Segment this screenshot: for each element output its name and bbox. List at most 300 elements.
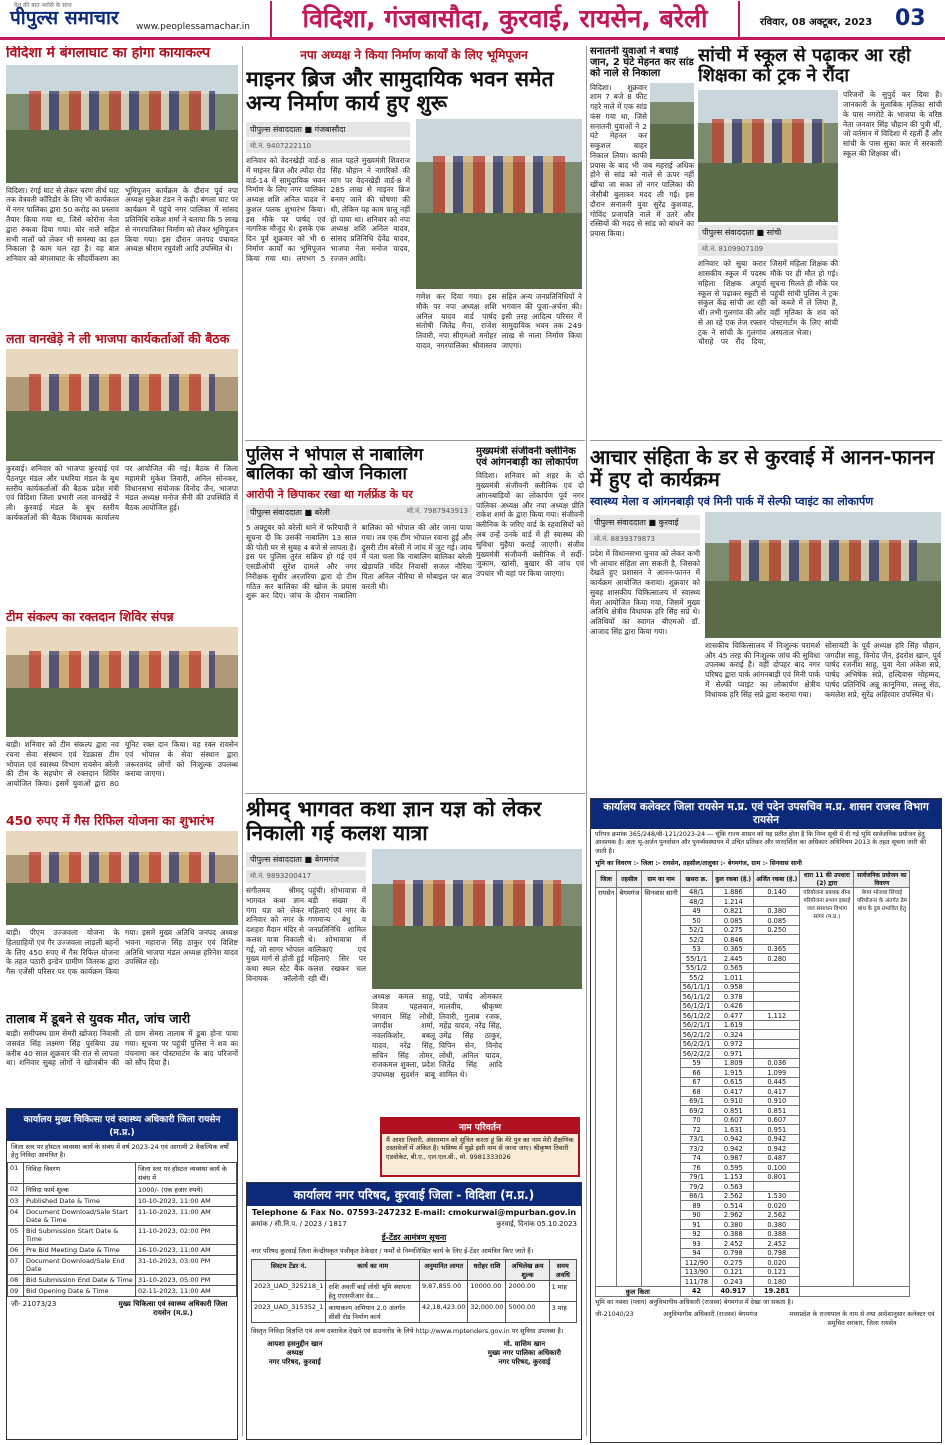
khasra-cell: 56/1/2/2 (680, 1011, 713, 1021)
total-area-cell: 0.910 (713, 1096, 754, 1106)
tender-row (8, 1183, 237, 1195)
acquired-area-cell: 0.801 (754, 1172, 800, 1182)
total-area-cell: 0.388 (713, 1229, 754, 1239)
story-photo (6, 349, 238, 461)
total-area-cell: 0.846 (713, 935, 754, 945)
total-area-cell: 0.275 (713, 925, 754, 935)
ad-note: विस्तृत निविदा विज्ञप्ति एवं अन्य दस्तावेज देखने एवं डाउनलोड के लिये http://www.mptenders.gov.in पर सुविधा उपलब्ध है। (251, 1327, 564, 1336)
ad-contact: Telephone & Fax No. 07593-247232 E-mail: cmokurwai@mpurban.gov.in (251, 1208, 577, 1217)
acquired-area-cell: 0.487 (754, 1153, 800, 1163)
total-label: कुल किता (596, 1286, 681, 1296)
story-headline: 450 रुपए में गैस रिफिल योजना का शुभारंभ (6, 814, 214, 828)
notice-body: मैं आशा तिवारी, अंसारमान को सूचित करता हूं कि मेरे पुत्र का नाम मेरी शैक्षणिक दस्तावेजों में अंकित है। भविष्य में मुझे इसी नाम से जाना जाए। श्रीकृष्ण तिवारी एडवोकेट, बी.ए., एल.एल.बी., मो. 9981333026 (386, 1136, 574, 1161)
column-header: कार्य का नाम (326, 1260, 419, 1281)
row-number: 04 (8, 1206, 24, 1225)
total-area-cell: 0.851 (713, 1106, 754, 1116)
story-headline: विदिशा में बंगलाघाट का होगा कायाकल्प (6, 46, 211, 61)
acquired-area-cell: 0.851 (754, 1106, 800, 1116)
table-cell: कायाकल्प अभियान 2.0 अंतर्गत सीसी रोड निर्माण कार्य (326, 1302, 419, 1323)
acquired-area-cell (754, 1020, 800, 1030)
story-body: बाड़ी। पीएम उज्जवला योजना के हितग्राहियों एवं गैर उज्जवला लाड़ली बहनों के लिए 450 रुपए में गैस रिफिल योजना के तहत पठारी इन्डेन ग्रामीण वितरक द्वारा गैस एजेंसी परिसर पर एक कार्यक्रम किया गया। इसमें मुख्य अतिथि जनपद अध्यक्ष भवना महाराज सिंह ठाकुर एवं विशिष्ट अतिथि भाजपा मंडल अध्यक्ष हरिनेश यादव उपस्थित रहे। (6, 928, 238, 977)
ad-signatory: मुख्य चिकित्सा एवं स्वास्थ्य अधिकारी जिला रायसेन (म.प्र.) (118, 1299, 228, 1317)
khasra-cell: 76 (680, 1163, 713, 1173)
total-area-cell: 0.426 (713, 1001, 754, 1011)
tender-row (8, 1162, 237, 1183)
khasra-cell: 73/1 (680, 1134, 713, 1144)
story-photo (372, 849, 582, 989)
total-area-cell: 0.121 (713, 1267, 754, 1277)
total-area-cell: 1.214 (713, 897, 754, 907)
total-area-cell: 0.477 (713, 1011, 754, 1021)
acquired-area-cell: 1.112 (754, 1011, 800, 1021)
total-area-cell: 0.942 (713, 1134, 754, 1144)
khasra-cell: 48/2 (680, 897, 713, 907)
newspaper-logo: पीपुल्स समाचार (10, 7, 119, 29)
total-row (596, 1286, 910, 1296)
table-cell: 1 माह (549, 1281, 576, 1302)
acquired-area-cell: 0.020 (754, 1201, 800, 1211)
story-headline: आचार संहिता के डर से कुरवाई में आनन-फानन में हुए दो कार्यक्रम (590, 446, 935, 492)
total-area-cell: 0.971 (713, 1049, 754, 1059)
table-row (252, 1281, 577, 1302)
total-area-cell: 0.380 (713, 1220, 754, 1230)
khasra-cell: 56/2/2/2 (680, 1049, 713, 1059)
total-area-cell: 1.915 (713, 1068, 754, 1078)
table-cell: 10000.00 (468, 1281, 506, 1302)
table-cell: राशि अवर्ती बाई लोधी भूमि स्थापना हेतु एएसपीआर ग्रेड... (326, 1281, 419, 1302)
story-bull-rescue (590, 46, 694, 438)
row-number: 03 (8, 1195, 24, 1206)
story-headline: माइनर ब्रिज और सामुदायिक भवन समेत अन्य निर्माण कार्य हुए शुरू (246, 67, 554, 115)
total-count: 42 (680, 1286, 713, 1296)
story-byline: पीपुल्स संवाददाता ■ बरेली मो.नं. 7987943913 (246, 505, 472, 520)
story-subheadline: स्वास्थ्य मेला व आंगनबाड़ी एवं मिनी पार्क में सेल्फी प्वाइंट का लोकार्पण (590, 494, 874, 508)
purpose-cell: बेगम भोजवा सिंचाई परियोजना के अंतर्गत डेम बांध के डूब प्रभावित हेतु (854, 887, 910, 1286)
column-header: अर्जित रकबा (हे.) (754, 870, 800, 887)
story-body: बाड़ी। समीपस्थ ग्राम सेमरी खोजरा निवासी जसवंत सिंह लक्ष्मण सिंह पुरबिया उम्र करीब 40 साल शुक्रवार की रात से लापता था। शनिवार सुबह लोगों ने खोजबीन की तो ग्राम सेमरा तालाब में डूबा होना पाया गया। सूचना पर पहुंची पुलिस ने शव का पंचनामा कर पोस्टमार्टम के बाद परिजनों को सौंप दिया है। (6, 1029, 238, 1068)
story-body: शनिवार को वेदनखेड़ी वार्ड-8 में माइनर ब्रिज और त्योंदा रोड वार्ड-14 में सामुदायिक भवन निर्माण के लिए नगर पालिका अध्यक्ष शशि अनिल यादव ने कुशल पलक शुभारंभ किया। इस मौके पर पार्षद एवं नागरिक मौजूद थे। इसके एक दिन पूर्व शुक्रवार को भी 6 निर्माण कार्यों का भूमिपूजन किया गया था। लगभग 5 साल पहले मुख्यमंत्री शिवराज सिंह चौहान ने नागरिकों की मांग पर वेदनखेड़ी वार्ड-8 में 285 लाख से माइनर ब्रिज बनाए जाने की घोषणा की थी, लेकिन यह काम चालू नहीं हो पाया था। शनिवार को नपा अध्यक्ष शशि अनिल यादव, सांसद प्रतिनिधि देवेंद्र यादव, भाजपा नेता मनोज यादव, रज्जन आदि। (246, 156, 410, 263)
story-headline: सनातनी युवाओं ने बचाई जान, 2 घंटे मेहनत कर सांड को नाले से निकाला (590, 46, 694, 80)
column-header: जिला (596, 870, 617, 887)
total-area-cell: 0.798 (713, 1248, 754, 1258)
column-header: धरोहर राशि (468, 1260, 506, 1281)
acquired-area-cell: 0.100 (754, 1163, 800, 1173)
total-area-cell: 0.821 (713, 906, 754, 916)
reporter-mobile: मो.नं. 9407222110 (246, 140, 410, 153)
total-area-cell: 0.243 (713, 1277, 754, 1287)
story-photo (705, 512, 941, 638)
story-body: कुरवाई। शनिवार को भाजपा कुरवाई एवं पैठनपुर मंडल और पथरिया मंडल के बूथ स्तरीय कार्यकर्ताओं की बैठक प्रदेश मंत्री एवं विदिशा जिला प्रभारी लता वानखेड़े ने ली। कुरवाई मंडल के बूथ स्तरीय कार्यकर्ताओं की बैठक विधायक कार्यालय पर आयोजित की गई। बैठक में जिला महामंत्री मुकेश तिवारी, अनिल सोनकर, विधानसभा संयोजक विनोद जैन, भाजपा मंडल अध्यक्ष मनोज सैनी की उपस्थिति में बैठक आयोजित हुई। (6, 464, 238, 522)
issue-date: रविवार, 08 अक्टूबर, 2023 (760, 17, 873, 28)
story-banglaghat (6, 46, 238, 328)
acquired-area-cell: 0.280 (754, 954, 800, 964)
story-photo (6, 831, 238, 925)
khasra-cell: 53 (680, 944, 713, 954)
khasra-cell: 79/2 (680, 1182, 713, 1192)
khasra-cell: 52/2 (680, 935, 713, 945)
land-parcels-table (595, 870, 910, 1297)
khasra-cell: 52/1 (680, 925, 713, 935)
row-label: Pre Bid Meeting Date & Time (24, 1244, 136, 1255)
total-area-cell: 0.275 (713, 1258, 754, 1268)
kurwai-tender-ad (246, 1182, 582, 1440)
masthead-tagline: देश की बात भरोसे के साथ (14, 2, 72, 9)
khasra-cell: 94 (680, 1248, 713, 1258)
khasra-cell: 72 (680, 1125, 713, 1135)
total-area-cell: 0.565 (713, 963, 754, 973)
ad-intro: नगर परिषद कुरवाई जिला केन्द्रीयकृत पंजीकृत ठेकेदार / फर्मों से निम्नलिखित कार्य के लिए ई-टेंडर आमंत्रित किए जाते हैं। (251, 1247, 534, 1255)
column-header: धारा 11 की उपधारा (2) द्वारा (800, 870, 854, 887)
story-photo (416, 119, 582, 289)
khasra-cell: 56/2/1/2 (680, 1030, 713, 1040)
parcel-row (596, 887, 910, 897)
column-header: सिस्टम टेंडर नं. (252, 1260, 326, 1281)
row-number: 09 (8, 1285, 24, 1296)
acquired-area-cell: 0.942 (754, 1134, 800, 1144)
story-body-continued: शासकीय चिकित्सालय में निःशुल्क परामर्श और 45 तरह की निःशुल्क जांच की सुविधा उपलब्ध कराई है। वहीं दोपहर बाद नगर परिषद द्वारा पार्क आंगनबाड़ी एवं मिनी पार्क में सेल्फी प्वाइंट का लोकार्पण क्षेत्रीय विधायक हरि सिंह सप्रे द्वारा कराया गया। (705, 640, 820, 699)
row-label: Bid Submission End Date & Time (24, 1274, 136, 1285)
row-label: निविदा विवरण (24, 1162, 136, 1183)
officer-cell: परियोजना प्रबंधक बीना परियोजना प्रभाग इकाई जल संसाधन विभाग सागर (म.प्र.) (800, 887, 854, 1286)
row-label: Bid Submission Start Date & Time (24, 1225, 136, 1244)
khasra-cell: 93 (680, 1239, 713, 1249)
column-header: अनुमानित लागत (419, 1260, 467, 1281)
ad-intro: जिला स्तर पर हॉस्टल व्यवस्था कार्य के संबंध में वर्ष 2023-24 एवं आगामी 2 वैकल्पिक वर्षों हेतु निविदा आमंत्रित है। (11, 1143, 229, 1160)
total-area: 40.917 (713, 1286, 754, 1296)
row-label: Published Date & Time (24, 1195, 136, 1206)
total-blank (800, 1286, 910, 1296)
story-sanjivani-clinic (476, 446, 584, 791)
row-number: 08 (8, 1274, 24, 1285)
story-body-continued: गणेश कर दिया गया। इस मौके पर नपा अध्यक्ष शशि अनिल यादव वार्ड पार्षद संतोषी जितेंद्र मैना, राजेश तिवारी, नपा सीएमओ मनोहर यादव, नगरपालिका श्रीवास्तव सहित अन्य जनप्रतिनिधियों ने भगवान की पूजा-अर्चना की। इसी तरह आदित्य परिसर में सामुदायिक भवन तक 249 लाख से नाला निर्माण किया जाएगा। (416, 292, 582, 350)
acquired-area-cell (754, 1001, 800, 1011)
total-area-cell: 1.809 (713, 1058, 754, 1068)
ad-title: ई-टेंडर आमंत्रण सूचना (381, 1233, 447, 1242)
khasra-cell: 56/1/2/1 (680, 1001, 713, 1011)
signatory-collector: मध्यप्रदेश के राज्यपाल के नाम से तथा आदेशानुसार कलेक्टर एवं समुचित सरकार, जिला रायसेन (789, 1311, 935, 1328)
total-area-cell: 0.942 (713, 1144, 754, 1154)
acquired-area-cell: 0.951 (754, 1125, 800, 1135)
signatory-sdm: अनुविभागीय अधिकारी (राजस्व) बेगमगंज (663, 1311, 758, 1319)
table-cell: 2023_UAD_325218_1 (252, 1281, 326, 1302)
story-subheadline: आरोपी ने छिपाकर रखा था गर्लफ्रेंड के घर (246, 488, 413, 502)
story-headline: टीम संकल्प का रक्तदान शिविर संपन्न (6, 610, 174, 624)
khasra-cell: 48/1 (680, 887, 713, 897)
story-headline: लता वानखेड़े ने ली भाजपा कार्यकर्ताओं की बैठक (6, 332, 230, 346)
acquired-area-cell: 0.140 (754, 887, 800, 897)
story-headline: श्रीमद् भागवत कथा ज्ञान यज्ञ को लेकर निकाली गई कलश यात्रा (246, 798, 542, 845)
tehsil-cell: बेगमगंज (617, 887, 642, 1286)
acquired-area-cell: 0.910 (754, 1096, 800, 1106)
column-header: सार्वजनिक प्रयोजन का विवरण (854, 870, 910, 887)
story-kalash-yatra (246, 798, 582, 1108)
notice-footer: भूमि का नक्शा (प्लान) अनुविभागीय अधिकारी (राजस्व) बेगमगंज में देखा जा सकता है। (595, 1298, 794, 1306)
acquired-area-cell (754, 973, 800, 983)
notice-heading: कार्यालय कलेक्टर जिला रायसेन म.प्र. एवं पदेन उपसचिव म.प्र. शासन राजस्व विभाग रायसेन (591, 799, 941, 829)
story-body: संगीतमय श्रीमद् भागवत कथा ज्ञान गंगा यज्ञ को लेकर शनिवार को नगर के दशहरा मैदान मंदिर से कलश यात्रा निकाली गई, जो सागर भोपाल मुख्य मार्ग से होती हुई कथा स्थल स्टेट बैंक विनायक कॉलोनी पहुंची। शोभायात्रा में बड़ी संख्या में महिलाएं एवं नगर के गणमान्य बंधु व जनप्रतिनिधि शामिल थे। शोभायात्रा में बालिकाएं एवं महिलाएं सिर पर कलश रखकर चल रही थीं। (246, 886, 366, 983)
reporter-mobile: मो.नं. 8839379873 (590, 533, 700, 546)
land-meta: भूमि का विवरण :- जिला :- रायसेन, तहसील/तालुका :- बेगमगंज, ग्राम :- सिनवास सानी (595, 859, 802, 867)
acquired-area-cell: 0.250 (754, 925, 800, 935)
acquired-area-cell: 0.036 (754, 1058, 800, 1068)
khasra-cell: 56/1/1/1 (680, 982, 713, 992)
story-headline: मुख्यमंत्री संजीवनी क्लीनिक एवं आंगनबाड़ी का लोकार्पण (476, 446, 578, 469)
row-number: 05 (8, 1225, 24, 1244)
story-body-continued: परिजनों के सुपुर्द कर दिया है। जानकारी के मुताबिक मृतिका सांची के पास नगरोटे के भाजपा के वरिष्ठ नेता जनवार सिंह चौहान की पुत्री थीं, जो वर्तमान में विदिशा में रहती हैं और सांची के पास सुका कार में सरकारी स्कूल की शिक्षका थीं। (843, 90, 942, 158)
khasra-cell: 70 (680, 1115, 713, 1125)
table-cell: 5000.00 (506, 1302, 549, 1323)
row-value: 31-10-2023, 03:00 PM (136, 1255, 237, 1274)
table-cell: 3 माह (549, 1302, 576, 1323)
total-area-cell: 2.562 (713, 1191, 754, 1201)
khasra-cell: 112/90 (680, 1258, 713, 1268)
acquired-area-cell: 2.452 (754, 1239, 800, 1249)
acquired-area-cell: 0.607 (754, 1115, 800, 1125)
acquired-area-cell (754, 935, 800, 945)
total-area-cell: 0.514 (713, 1201, 754, 1211)
khasra-cell: 69/1 (680, 1096, 713, 1106)
acquired-area-cell: 0.085 (754, 916, 800, 926)
village-cell: सिनवास सानी (642, 887, 680, 1286)
total-area-cell: 1.886 (713, 887, 754, 897)
khasra-cell: 50 (680, 916, 713, 926)
total-area-cell: 0.595 (713, 1163, 754, 1173)
story-body: बाड़ी। शनिवार को टीम संकल्प द्वारा नव रचना सेवा संस्थान एवं रेडक्रास टीम भोपाल एवं स्वास्थ्य विभाग रायसेन बरेली की टीम के सहयोग से रक्तदान शिविर आयोजित किया। इसमें युवाओं द्वारा 80 यूनिट रक्त दान किया। यह रक्त रायसेन एवं भोपाल के सेवा संस्थान द्वारा जरूरतमंद लोगों को निःशुल्क उपलब्ध कराया जाएगा। (6, 740, 238, 789)
acquired-area-cell (754, 982, 800, 992)
name-change-notice (380, 1117, 580, 1177)
khasra-cell: 79/1 (680, 1172, 713, 1182)
total-area-cell: 0.085 (713, 916, 754, 926)
story-body-continued: अध्यक्ष कमल साहू, विजय पहलवान, भगवान सिंह लोधी, जगदीश शर्मा, नवलकिशोर, बबलू यादव, नरेंद्र सिंह, सचिन सिंह तोमर, राजकमल शुक्ला, प्रदेश उपाध्यक्ष सुदर्शन बाबू पांडे, पार्षद ओमकार मालवीय, श्रीकृष्ण तिवारी, गुलाब रजक, महेंद्र यादव, नरेंद्र सिंह, उमेंद्र सिंह ठाकुर, विपिन सेन, विनोद लोधी, अनिल यादव, जितेंद्र सिंह आदि शामिल थे। (372, 992, 502, 1080)
column-rule (242, 46, 243, 1436)
ad-code: जी- 21073/23 (11, 1299, 57, 1308)
total-area-cell: 0.958 (713, 982, 754, 992)
story-minor-bridge (246, 46, 582, 438)
total-area-cell: 2.962 (713, 1210, 754, 1220)
total-area-cell: 0.417 (713, 1087, 754, 1097)
acquired-area-cell (754, 1049, 800, 1059)
notice-code: जी-21040/23 (595, 1311, 634, 1319)
section-rule (245, 793, 585, 794)
acquired-area-cell: 0.380 (754, 1220, 800, 1230)
story-sanchi-accident (698, 46, 942, 438)
acquired-area-cell: 0.180 (754, 1277, 800, 1287)
story-body-continued: सोसायटी के पूर्व अध्यक्ष हरि सिंह चौहान, जगदीश साहू, विनोद जैन, इंदरोश खान, पूर्व पार्षद रजनीश साहू, युवा नेता अंकेश सप्रे, पार्षद अभिषेक सप्रे, हल्दिवास मोहम्मद, पार्षद प्रतिनिधि अन्नू कानूनिया, लल्लू सेठ, कमलेश सप्रे, सुरेंद्र अहिरवार उपस्थित थे। (825, 640, 941, 699)
land-acquisition-notice (590, 798, 942, 1443)
acquired-area-cell: 0.388 (754, 1229, 800, 1239)
tender-row (8, 1225, 237, 1244)
section-rule (245, 440, 585, 441)
notice-heading: नाम परिवर्तन (382, 1119, 578, 1134)
total-area-cell: 1.011 (713, 973, 754, 983)
row-value: 16-10-2023, 11:00 AM (136, 1244, 237, 1255)
khasra-cell: 74 (680, 1153, 713, 1163)
story-drowning (6, 1012, 238, 1104)
row-number: 06 (8, 1244, 24, 1255)
tender-row (8, 1206, 237, 1225)
khasra-cell: 67 (680, 1077, 713, 1087)
story-headline: तालाब में डूबने से युवक मौत, जांच जारी (6, 1012, 191, 1026)
khasra-cell: 113/90 (680, 1267, 713, 1277)
acquired-area-cell: 1.530 (754, 1191, 800, 1201)
table-row (252, 1302, 577, 1323)
acquired-area-cell: 0.020 (754, 1258, 800, 1268)
story-photo (6, 627, 238, 737)
story-bjp-meeting (6, 332, 238, 602)
notice-intro: परिपत्र क्रमांक 365/248/बी-121/2023-24 — चूंकि राज्य शासन को यह प्रतीत होता है कि निम्न सूची में दी गई भूमि सार्वजनिक प्रयोजन हेतु आवश्यक है। अतः भू-अर्जन पुनर्वासन और पुनर्व्यवस्थापन में उचित प्रतिकर और पारदर्शिता का अधिकार अधिनियम 2013 के तहत सूचना जारी की जाती है। (595, 831, 926, 855)
masthead (0, 0, 945, 40)
column-rule (586, 46, 587, 1436)
tender-row (8, 1244, 237, 1255)
khasra-cell: 59 (680, 1058, 713, 1068)
acquired-area-cell (754, 963, 800, 973)
ad-reference: क्रमांक / सी.नि.प. / 2023 / 1817 (251, 1220, 347, 1228)
acquired-area-cell: 2.562 (754, 1210, 800, 1220)
total-area-cell: 0.563 (713, 1182, 754, 1192)
ad-place-date: कुरवाई, दिनांक 05.10.2023 (496, 1220, 577, 1228)
acquired-area-cell (754, 1182, 800, 1192)
total-area-cell: 0.365 (713, 944, 754, 954)
row-label: Bid Opening Date & Time (24, 1285, 136, 1296)
reporter-mobile: मो.नं. 9893200417 (246, 870, 366, 883)
row-number: 07 (8, 1255, 24, 1274)
table-cell: 42,18,423.00 (419, 1302, 467, 1323)
section-rule (590, 440, 942, 441)
signatory-cmo: मो. वासिम खान मुख्य नगर पालिका अधिकारी नगर परिषद, कुरवाई (487, 1339, 561, 1366)
column-header: कुल रकबा (हे.) (713, 870, 754, 887)
tender-row (8, 1195, 237, 1206)
khasra-cell: 66 (680, 1068, 713, 1078)
khasra-cell: 73/2 (680, 1144, 713, 1154)
khasra-cell: 49 (680, 906, 713, 916)
column-header: अभिलेख क्रय शुल्क (506, 1260, 549, 1281)
acquired-area-cell: 0.798 (754, 1248, 800, 1258)
khasra-cell: 56/1/1/2 (680, 992, 713, 1002)
column-header: तहसील (617, 870, 642, 887)
story-byline: पीपुल्स संवाददाता ■ गंजबासौदा (246, 122, 410, 137)
acquired-area-cell: 0.121 (754, 1267, 800, 1277)
story-minor-rescued (246, 446, 472, 791)
tender-row (8, 1274, 237, 1285)
tender-row (8, 1285, 237, 1296)
total-area-cell: 1.619 (713, 1020, 754, 1030)
total-area-cell: 1.153 (713, 1172, 754, 1182)
row-value: 11-10-2023, 11:00 AM (136, 1206, 237, 1225)
total-area-cell: 1.631 (713, 1125, 754, 1135)
column-header: समय अवधि (549, 1260, 576, 1281)
acquired-area-cell: 0.942 (754, 1144, 800, 1154)
table-cell: 2000.00 (506, 1281, 549, 1302)
khasra-cell: 90 (680, 1210, 713, 1220)
column-header: ग्राम का नाम (642, 870, 680, 887)
row-label: निविदा फार्म शुल्क (24, 1183, 136, 1195)
total-area-cell: 2.452 (713, 1239, 754, 1249)
total-area-cell: 0.987 (713, 1153, 754, 1163)
khasra-cell: 86/1 (680, 1191, 713, 1201)
story-photo (698, 90, 838, 222)
story-body: विदिशा। शनिवार को शहर के दो मुख्यमंत्री संजीवनी क्लीनिक एवं दो आंगनबाड़ियों का लोकार्पण पूर्व नगर पालिका अध्यक्ष और नपा अध्यक्ष प्रीति राकेश शर्मा के द्वारा किया गया। संजीवनी क्लीनिक के जरिए वार्ड के रहवासियों को अब उन्हें उनके वार्ड में ही स्वास्थ्य की सुविधा मुहैया कराई जाएगी। संजीव मुख्यमंत्री संजीवनी क्लीनिक में सर्दी-जुकाम, खांसी, बुखार की जांच एवं उपचार भी यहां पर किया जाएगा। (476, 471, 584, 579)
khasra-cell: 56/2/1/1 (680, 1020, 713, 1030)
health-tender-ad (6, 1108, 238, 1440)
story-photo (650, 83, 694, 159)
story-headline: सांची में स्कूल से पढ़ाकर आ रही शिक्षका को ट्रक ने रौंदा (698, 46, 911, 87)
story-byline: पीपुल्स संवाददाता ■ बेगमगंज (246, 852, 366, 867)
story-photo (6, 65, 238, 183)
row-number: 02 (8, 1183, 24, 1195)
total-area-cell: 0.615 (713, 1077, 754, 1087)
khasra-cell: 91 (680, 1220, 713, 1230)
table-cell: 2023_UAD_315352_1 (252, 1302, 326, 1323)
acquired-area-cell: 1.099 (754, 1068, 800, 1078)
table-cell: 32,000.00 (468, 1302, 506, 1323)
story-body: विदिशा। रंगई घाट से लेकर चरण तीर्थ घाट तक वेत्रवती कॉरिडोर के लिए भी कार्यकाल में नगर पालिका द्वारा 50 करोड़ का प्रस्ताव तैयार किया गया था, जिसे कोरोना नेता द्वारा रुकवा दिया गया। चोर नाले सहित सभी नालों को लेकर भी समस्या का हल निकाला है काम चल रहा है। वह बात शनिवार को बंगलाघाट के सौंदर्यीकरण का भूमिपूजन कार्यक्रम के दौरान पूर्व नपा अध्यक्ष मुकेश टंडन ने कही। बंगला घाट पर कार्यक्रम में पहुंचे नगर पालिका में सांसद प्रतिनिधि राकेश शर्मा ने बताया कि 5 लाख से नगरपालिका निर्माण को लेकर भूमिपूजन किया गया। इस दौरान जनपद पंचायत अध्यक्ष श्रीराम रघुवंशी आदि उपस्थित थे। (6, 185, 238, 264)
district-cell: रायसेन (596, 887, 617, 1286)
story-byline: पीपुल्स संवाददाता ■ सांची (698, 225, 838, 240)
story-body: प्रदेश में विधानसभा चुनाव को लेकर कभी भी आचार संहिता लग सकती है, जिसको देखते हुए प्रशासन ने आनन-फानन में कार्यक्रम आयोजित कराया। शुक्रवार को सुबह शासकीय चिकित्सालय में स्वास्थ्य मेला आयोजित किया गया, जिसमें मुख्य अतिथि क्षेत्रीय विधायक हरि सिंह सप्रे थे। अतिथियों का स्वागत बीएमओ डॉ. आजाद सिंह द्वारा किया गया। (590, 548, 700, 636)
khasra-cell: 56/2/2/1 (680, 1039, 713, 1049)
khasra-cell: 68 (680, 1087, 713, 1097)
story-body: 5 अक्टूबर को बरेली थाने में फरियादी ने सूचना दी कि उसकी नाबालिग 13 साल की पोती घर से सुबह 4 बजे से लापता है। इस पर पुलिस तुरंत सक्रिय हो गई एवं एसडीओपी सुरेश दामले और नगर निरीक्षक सुधीर अरजरिया द्वारा दो टीम गठित कर बालिका की खोज के प्रयास शुरू कर दिए। जांच के दौरान नाबालिग बालिका को भोपाल की ओर जाना पाया गया। तब एक टीम भोपाल रवाना हुई और दूसरी टीम बरेली में जांच में जुट गई। जांच में पता चला कि नाबालिग बालिका बरेली खेड़ापति मंदिर निवासी सजल नौरिया पिता अनिल नौरिया से मोबाइल पर बात करती थी। (246, 523, 472, 601)
total-area-cell: 0.378 (713, 992, 754, 1002)
khasra-cell: 55/1/2 (680, 963, 713, 973)
row-value: 10-10-2023, 11:00 AM (136, 1195, 237, 1206)
story-blood-camp (6, 610, 238, 810)
total-area-cell: 0.324 (713, 1030, 754, 1040)
row-value: 11-10-2023, 02:00 PM (136, 1225, 237, 1244)
acquired-area-cell: 0.445 (754, 1077, 800, 1087)
story-kicker: नपा अध्यक्ष ने किया निर्माण कार्यों के लिए भूमिपूजन (300, 48, 528, 62)
story-kurwai-events (590, 446, 942, 791)
khasra-cell: 92 (680, 1229, 713, 1239)
row-value: 02-11-2023, 11:00 AM (136, 1285, 237, 1296)
ad-heading: कार्यालय नगर परिषद, कुरवाई जिला - विदिशा (म.प्र.) (247, 1183, 581, 1206)
row-number: 01 (8, 1162, 24, 1183)
tender-schedule-table (7, 1162, 237, 1297)
row-label: Document Download/Sale End Date (24, 1255, 136, 1274)
table-cell: 9,87,855.00 (419, 1281, 467, 1302)
story-body: शनिवार को सुबा करार शासकीय स्कूल में पदस्थ महिला शिक्षक अपूर्वा स्कूल से पढ़ाकर स्कूटी से संकुल केंद्र सांची आ रही थीं। तभी गुलगांव की ओर से आ रहे एक तेज रफ्तार ट्रक ने सांची के गुलगांव चौराहे पर रौंद दिया, जिसमें महिला शिक्षक की मौके पर ही मौत हो गई। सूचना मिलते ही मौके पर पहुंची सांची पुलिस ने ट्रक को कब्जे में ले लिया है, वहीं मृतिका के शव को पोस्टमार्टम के लिए सांची अस्पताल भेजा। (698, 259, 838, 347)
total-acquired: 19.281 (754, 1286, 800, 1296)
khasra-cell: 69/2 (680, 1106, 713, 1116)
acquired-area-cell (754, 897, 800, 907)
acquired-area-cell: 0.417 (754, 1087, 800, 1097)
reporter-mobile: मो.नं. 8109907109 (698, 243, 838, 256)
total-area-cell: 0.607 (713, 1115, 754, 1125)
acquired-area-cell (754, 1039, 800, 1049)
column-header: खसरा क्र. (680, 870, 713, 887)
khasra-cell: 55/2 (680, 973, 713, 983)
ad-heading: कार्यालय मुख्य चिकित्सा एवं स्वास्थ्य अधिकारी जिला रायसेन (म.प्र.) (7, 1109, 237, 1141)
website-link[interactable]: www.peoplessamachar.in (136, 22, 250, 32)
row-value: जिला स्तर पर हॉस्टल व्यवस्था कार्य के संबंध में (136, 1162, 237, 1183)
kurwai-tender-table (251, 1259, 577, 1323)
total-area-cell: 2.445 (713, 954, 754, 964)
acquired-area-cell: 0.380 (754, 906, 800, 916)
row-value: 31-10-2023, 05:00 PM (136, 1274, 237, 1285)
row-label: Document Download/Sale Start Date & Time (24, 1206, 136, 1225)
story-byline: पीपुल्स संवाददाता ■ कुरवाई (590, 515, 700, 530)
tender-row (8, 1255, 237, 1274)
story-headline: पुलिस ने भोपाल से नाबालिग बालिका को खोज निकाला (246, 446, 424, 485)
acquired-area-cell (754, 1030, 800, 1040)
khasra-cell: 55/1/1 (680, 954, 713, 964)
acquired-area-cell: 0.365 (754, 944, 800, 954)
page-number: 03 (895, 6, 926, 31)
signatory-president: आयशा हसनुद्दीन खान अध्यक्ष नगर परिषद, कुरवाई (267, 1339, 323, 1366)
total-area-cell: 0.972 (713, 1039, 754, 1049)
acquired-area-cell (754, 992, 800, 1002)
story-body: विदिशा। शुक्रवार शाम 7 बजे 8 फीट गहरे नाले में एक सांड फंस गया था, जिसे सनातनी युवाओं ने 2 घंटे मेहनत कर सकुशल बाहर निकाल लिया। काफी प्रयास के बाद भी जब महराई अधिक होने से सांड को नाले से ऊपर नहीं खींचा जा सका तो नगर पालिका की जेसीबी बुलाकर मदद ली गई। इस दौरान सनातनी युवा सुरेंद्र कुशवाह, गोविंद प्रजापति नाले में उतरे और रस्सियों की मदद से सांड को बांधने का प्रयास किया। (590, 82, 694, 239)
